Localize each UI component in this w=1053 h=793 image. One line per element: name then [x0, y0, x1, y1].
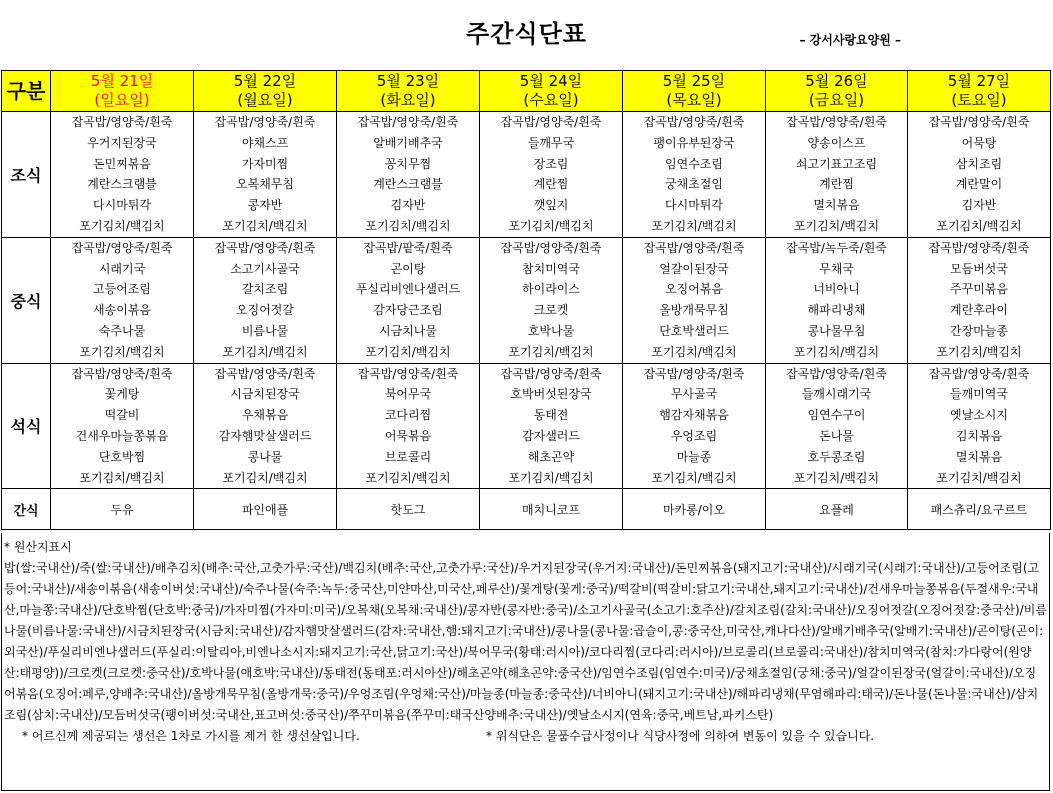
day-date: 5월 25일 — [662, 72, 726, 90]
day-header-sun — [51, 71, 194, 112]
menu-item: 감자샐러드 — [522, 428, 580, 443]
menu-item: 포기김치/백김치 — [508, 344, 594, 359]
menu-item: 포기김치/백김치 — [793, 470, 880, 485]
menu-item: 포기김치/백김치 — [222, 218, 308, 233]
day-weekday: (토요일) — [951, 91, 1007, 109]
menu-item: 콩자반 — [247, 198, 283, 213]
menu-item: 크로켓 — [533, 303, 569, 318]
menu-item: 잡곡밥/영양죽/흰죽 — [357, 366, 459, 381]
menu-change-note: * 위식단은 물품수급사정이나 식당사정에 의하여 변동이 있을 수 있습니다. — [486, 729, 875, 743]
menu-cell — [766, 363, 908, 489]
snack-cell: 핫도그 — [337, 489, 480, 530]
menu-item: 들깨미역국 — [950, 387, 1008, 402]
menu-item: 잡곡밥/영양죽/흰죽 — [643, 366, 745, 381]
origin-heading: * 원산지표시 — [4, 540, 72, 554]
menu-item: 올방개묵무침 — [659, 303, 729, 318]
menu-item: 무사골국 — [670, 387, 718, 402]
menu-item: 포기김치/백김치 — [365, 344, 451, 359]
menu-item: 잡곡밥/영양죽/흰죽 — [500, 240, 602, 255]
weekly-menu-table — [1, 70, 1051, 530]
menu-item: 임연수구이 — [807, 408, 866, 423]
menu-cell — [194, 112, 337, 238]
day-header-tue — [337, 71, 480, 112]
menu-item: 동태전 — [533, 408, 569, 423]
menu-item: 잡곡밥/영양죽/흰죽 — [643, 115, 745, 129]
gubun-header: 구분 — [2, 71, 51, 112]
menu-item: 오징어볶음 — [665, 282, 723, 297]
menu-item: 참치미역국 — [522, 261, 580, 276]
menu-item: 김자반 — [390, 198, 426, 213]
snack-cell: 두유 — [51, 489, 194, 530]
menu-item: 들깨무국 — [527, 135, 575, 150]
menu-item: 얼갈이된장국 — [659, 261, 729, 276]
day-header-sat — [908, 71, 1051, 112]
menu-item: 잡곡밥/영양죽/흰죽 — [786, 115, 887, 129]
menu-item: 고등어조림 — [93, 282, 151, 297]
menu-item: 잡곡밥/영양죽/흰죽 — [643, 240, 745, 255]
menu-item: 단호박찜 — [98, 449, 146, 464]
menu-item: 포기김치/백김치 — [936, 470, 1022, 485]
menu-item: 팽이유부된장국 — [653, 135, 735, 150]
menu-item: 잡곡밥/영양죽/흰죽 — [786, 366, 887, 381]
menu-item: 잡곡밥/영양죽/흰죽 — [928, 240, 1030, 255]
menu-item: 비름나물 — [241, 323, 289, 338]
menu-item: 포기김치/백김치 — [79, 470, 165, 485]
menu-item: 포기김치/백김치 — [222, 470, 308, 485]
menu-item: 양송이스프 — [807, 135, 866, 150]
day-header-thu — [623, 71, 766, 112]
snack-cell: 파인애플 — [194, 489, 337, 530]
day-weekday: (목요일) — [666, 91, 722, 109]
menu-item: 오징어젓갈 — [236, 303, 294, 318]
day-date: 5월 21일 — [90, 72, 154, 90]
menu-item: 포기김치/백김치 — [79, 218, 165, 233]
menu-cell — [908, 363, 1051, 489]
menu-item: 포기김치/백김치 — [651, 344, 737, 359]
menu-item: 북어무국 — [384, 387, 432, 402]
snack-row — [2, 489, 1051, 530]
menu-item: 야채스프 — [241, 135, 289, 150]
menu-item: 깻잎지 — [533, 198, 569, 213]
menu-item: 잡곡밥/영양죽/흰죽 — [357, 115, 459, 129]
menu-item: 포기김치/백김치 — [651, 470, 737, 485]
menu-cell — [480, 363, 623, 489]
menu-item: 김치볶음 — [955, 428, 1003, 443]
menu-item: 계란찜 — [533, 177, 569, 192]
menu-item: 건새우마늘쫑볶음 — [75, 428, 169, 443]
meal-label: 석식 — [2, 363, 51, 489]
day-date: 5월 23일 — [376, 72, 440, 90]
menu-item: 호두콩조림 — [807, 449, 866, 464]
menu-item: 우엉조림 — [670, 428, 718, 443]
meal-row-dinner — [2, 363, 1051, 489]
menu-item: 들깨시래기국 — [801, 387, 872, 402]
menu-cell — [908, 237, 1051, 363]
menu-item: 잡곡밥/영양죽/흰죽 — [214, 240, 316, 255]
menu-item: 궁채초절임 — [665, 177, 723, 192]
day-date: 5월 27일 — [947, 72, 1011, 90]
menu-item: 삼치조림 — [955, 156, 1003, 171]
menu-item: 장조림 — [533, 156, 569, 171]
menu-cell — [623, 237, 766, 363]
menu-item: 햄감자채볶음 — [659, 408, 729, 423]
menu-item: 잡곡밥/영양죽/흰죽 — [71, 115, 173, 129]
menu-item: 해파리냉채 — [807, 303, 866, 318]
menu-item: 잡곡밥/영양죽/흰죽 — [71, 240, 173, 255]
menu-item: 잡곡밥/영양죽/흰죽 — [214, 366, 316, 381]
menu-cell — [51, 112, 194, 238]
day-weekday: (금요일) — [808, 91, 865, 109]
menu-item: 갈치조림 — [241, 282, 289, 297]
meal-row-breakfast — [2, 112, 1051, 238]
menu-item: 계란스크램블 — [373, 177, 443, 192]
menu-item: 어묵탕 — [961, 135, 997, 150]
menu-item: 시래기국 — [98, 261, 146, 276]
snack-cell: 요플레 — [766, 489, 908, 530]
menu-item: 하이라이스 — [522, 282, 580, 297]
menu-cell — [480, 112, 623, 238]
menu-item: 잡곡밥/영양죽/흰죽 — [214, 115, 316, 129]
menu-item: 잡곡밥/영양죽/흰죽 — [500, 115, 602, 129]
menu-item: 계란후라이 — [950, 303, 1008, 318]
day-weekday: (수요일) — [523, 91, 579, 109]
menu-item: 잡곡밥/팥죽/흰죽 — [363, 240, 453, 255]
menu-cell — [908, 112, 1051, 238]
menu-item: 멸치볶음 — [813, 198, 860, 213]
menu-item: 주꾸미볶음 — [950, 282, 1008, 297]
menu-item: 잡곡밥/영양죽/흰죽 — [928, 115, 1030, 129]
header-row — [2, 71, 1051, 112]
menu-item: 다시마튀각 — [93, 198, 151, 213]
menu-item: 감자당근조림 — [373, 303, 443, 318]
day-weekday: (화요일) — [380, 91, 436, 109]
meal-row-lunch — [2, 237, 1051, 363]
menu-item: 숙주나물 — [98, 323, 146, 338]
menu-item: 어묵볶음 — [384, 428, 432, 443]
menu-item: 쇠고기표고조림 — [795, 156, 878, 171]
menu-item: 계란찜 — [819, 177, 854, 192]
menu-item: 포기김치/백김치 — [508, 218, 594, 233]
notes-row — [4, 726, 1047, 747]
day-date: 5월 26일 — [805, 72, 868, 90]
page-title: 주간식단표 — [466, 20, 587, 48]
meal-label: 조식 — [2, 112, 51, 238]
menu-item: 포기김치/백김치 — [793, 344, 880, 359]
menu-item: 포기김치/백김치 — [936, 344, 1022, 359]
menu-item: 소고기사골국 — [230, 261, 300, 276]
menu-item: 오복채무침 — [236, 177, 294, 192]
menu-cell — [194, 237, 337, 363]
menu-item: 떡갈비 — [104, 408, 140, 423]
menu-item: 시금치된장국 — [230, 387, 300, 402]
menu-item: 너비아니 — [813, 282, 860, 297]
menu-item: 옛날소시지 — [950, 408, 1008, 423]
menu-item: 잡곡밥/영양죽/흰죽 — [71, 366, 173, 381]
menu-item: 멸치볶음 — [955, 449, 1003, 464]
menu-item: 포기김치/백김치 — [936, 218, 1022, 233]
menu-item: 꽁치무찜 — [384, 156, 432, 171]
day-header-wed — [480, 71, 623, 112]
menu-item: 꽃게탕 — [104, 387, 140, 402]
menu-item: 호박버섯된장국 — [510, 387, 592, 402]
menu-item: 포기김치/백김치 — [793, 218, 880, 233]
menu-cell — [337, 363, 480, 489]
menu-cell — [623, 112, 766, 238]
menu-item: 임연수조림 — [665, 156, 723, 171]
menu-item: 브로콜리 — [384, 449, 432, 464]
menu-item: 김자반 — [961, 198, 997, 213]
menu-cell — [337, 112, 480, 238]
title-row — [0, 0, 1053, 70]
menu-cell — [766, 112, 908, 238]
snack-cell: 패스츄리/요구르트 — [908, 489, 1051, 530]
menu-item: 콩나물무침 — [807, 323, 866, 338]
menu-item: 콩나물 — [247, 449, 283, 464]
menu-item: 우채볶음 — [241, 408, 289, 423]
menu-cell — [194, 363, 337, 489]
day-date: 5월 24일 — [519, 72, 583, 90]
menu-item: 돈민찌볶음 — [93, 156, 151, 171]
menu-item: 코다리찜 — [384, 408, 432, 423]
menu-item: 모듬버섯국 — [950, 261, 1008, 276]
menu-cell — [337, 237, 480, 363]
menu-item: 호박나물 — [527, 323, 575, 338]
day-header-mon — [194, 71, 337, 112]
menu-item: 푸실리비엔나샐러드 — [355, 282, 461, 297]
menu-item: 우거지된장국 — [87, 135, 157, 150]
menu-item: 시금치나물 — [379, 323, 437, 338]
menu-item: 잡곡밥/녹두죽/흰죽 — [786, 240, 887, 255]
menu-item: 곤이탕 — [390, 261, 426, 276]
day-weekday: (월요일) — [237, 91, 293, 109]
menu-item: 무채국 — [819, 261, 854, 276]
menu-item: 계란말이 — [955, 177, 1003, 192]
menu-item: 포기김치/백김치 — [365, 470, 451, 485]
menu-cell — [623, 363, 766, 489]
day-weekday: (일요일) — [94, 91, 150, 109]
meal-label: 중식 — [2, 237, 51, 363]
menu-item: 포기김치/백김치 — [222, 344, 308, 359]
origin-section — [1, 533, 1050, 791]
menu-cell — [51, 363, 194, 489]
menu-cell — [766, 237, 908, 363]
menu-item: 가자미찜 — [241, 156, 289, 171]
menu-item: 감자햄맛살샐러드 — [218, 428, 312, 443]
snack-cell: 마카롱/이오 — [623, 489, 766, 530]
snack-label: 간식 — [2, 489, 51, 530]
menu-item: 잡곡밥/영양죽/흰죽 — [928, 366, 1030, 381]
day-header-fri — [766, 71, 908, 112]
snack-cell: 매치니코프 — [480, 489, 623, 530]
fish-note: * 어르신께 제공되는 생선은 1차로 가시를 제거 한 생선살입니다. — [22, 729, 360, 743]
menu-item: 마늘종 — [676, 449, 712, 464]
day-date: 5월 22일 — [233, 72, 297, 90]
menu-item: 해초곤약 — [527, 449, 575, 464]
menu-item: 잡곡밥/영양죽/흰죽 — [500, 366, 602, 381]
menu-cell — [480, 237, 623, 363]
menu-item: 포기김치/백김치 — [79, 344, 165, 359]
menu-item: 단호박샐러드 — [659, 323, 729, 338]
organization-name: – 강서사랑요양원 – — [799, 33, 901, 47]
menu-item: 계란스크램블 — [87, 177, 157, 192]
menu-item: 간장마늘종 — [950, 323, 1008, 338]
menu-item: 돈나물 — [819, 428, 854, 443]
menu-item: 새송이볶음 — [93, 303, 151, 318]
menu-item: 알배기배추국 — [373, 135, 443, 150]
menu-cell — [51, 237, 194, 363]
menu-item: 포기김치/백김치 — [508, 470, 594, 485]
menu-item: 포기김치/백김치 — [651, 218, 737, 233]
origin-text: 밥(쌀:국내산)/죽(쌀:국내산)/배추김치(배추:국산,고춧가루:국산)/백김치(배추:국산,고춧가루:국산)/우거지된장국(우거지:국내산)/돈민찌볶음(돼지고기:국내산)/시래기국(시래기:국내산)/고등어조림(고등어:국내산)/새송이볶음(새송이버섯:국내산)/숙주나물(숙주:녹두:중국산,미얀마산,미국산,페루산)/꽃게탕(꽃게:중국)/떡갈비(떡갈비:닭고기:국내산,돼지고기:국내산)/건새우마늘쫑볶음(두절새우:국내산,마늘쫑:국내산)/단호박찜(단호박:중국)/가자미찜(가자미:미국)/오복채(오복채:국내산)/콩자반(콩자반:중국)/소고기사골국(소고기:호주산)/갈치조림(갈치:국내산)/오징어젓갈(오징어젓갈:중국산)/비름나물(비름나물:국내산)/시금치된장국(시금치:국내산)/감자햄맛살샐러드(감자:국내산,햄:돼지고기:국내산)/콩나물(콩나물:곱슬이,콩:중국산,미국산,캐나다산)/알배기배추국(알배기:국내산)/곤이탕(곤이:외국산)/푸실리비엔나샐러드(푸실리:이탈리아,비엔나소시지:돼지고기:국산,닭고기:국산)/북어무국(황태:러시아)/코다리찜(코다리:러시아)/브로콜리(브로콜리:국내산)/참치미역국(참치:가다랑어(원양산:태평양))/크로켓(크로켓:중국산)/호박나물(애호박:국내산)/동태전(동태포:러시아산)/해초곤약(해초곤약:중국산)/임연수조림(임연수:미국)/궁채초절임(궁채:중국)/얼갈이된장국(얼갈이:국내산)/오징어볶음(오징어:페루,양배추:국내산)/올방개묵무침(올방개묵:중국)/우엉조림(우엉채:국산)/마늘종(마늘종:중국산)/너비아니(돼지고기:국내산)/해파리냉채(무염해파리:태국)/돈나물(돈나물:국내산)/삼치조림(삼치:국내산)/모듬버섯국(팽이버섯:국내산,표고버섯:중국산)/쭈꾸미볶음(쭈꾸미:태국산양배추:국내산)/옛날소시지(연육:중국,베트남,파키스탄) — [4, 561, 1047, 722]
menu-item: 다시마튀각 — [665, 198, 723, 213]
menu-item: 포기김치/백김치 — [365, 218, 451, 233]
